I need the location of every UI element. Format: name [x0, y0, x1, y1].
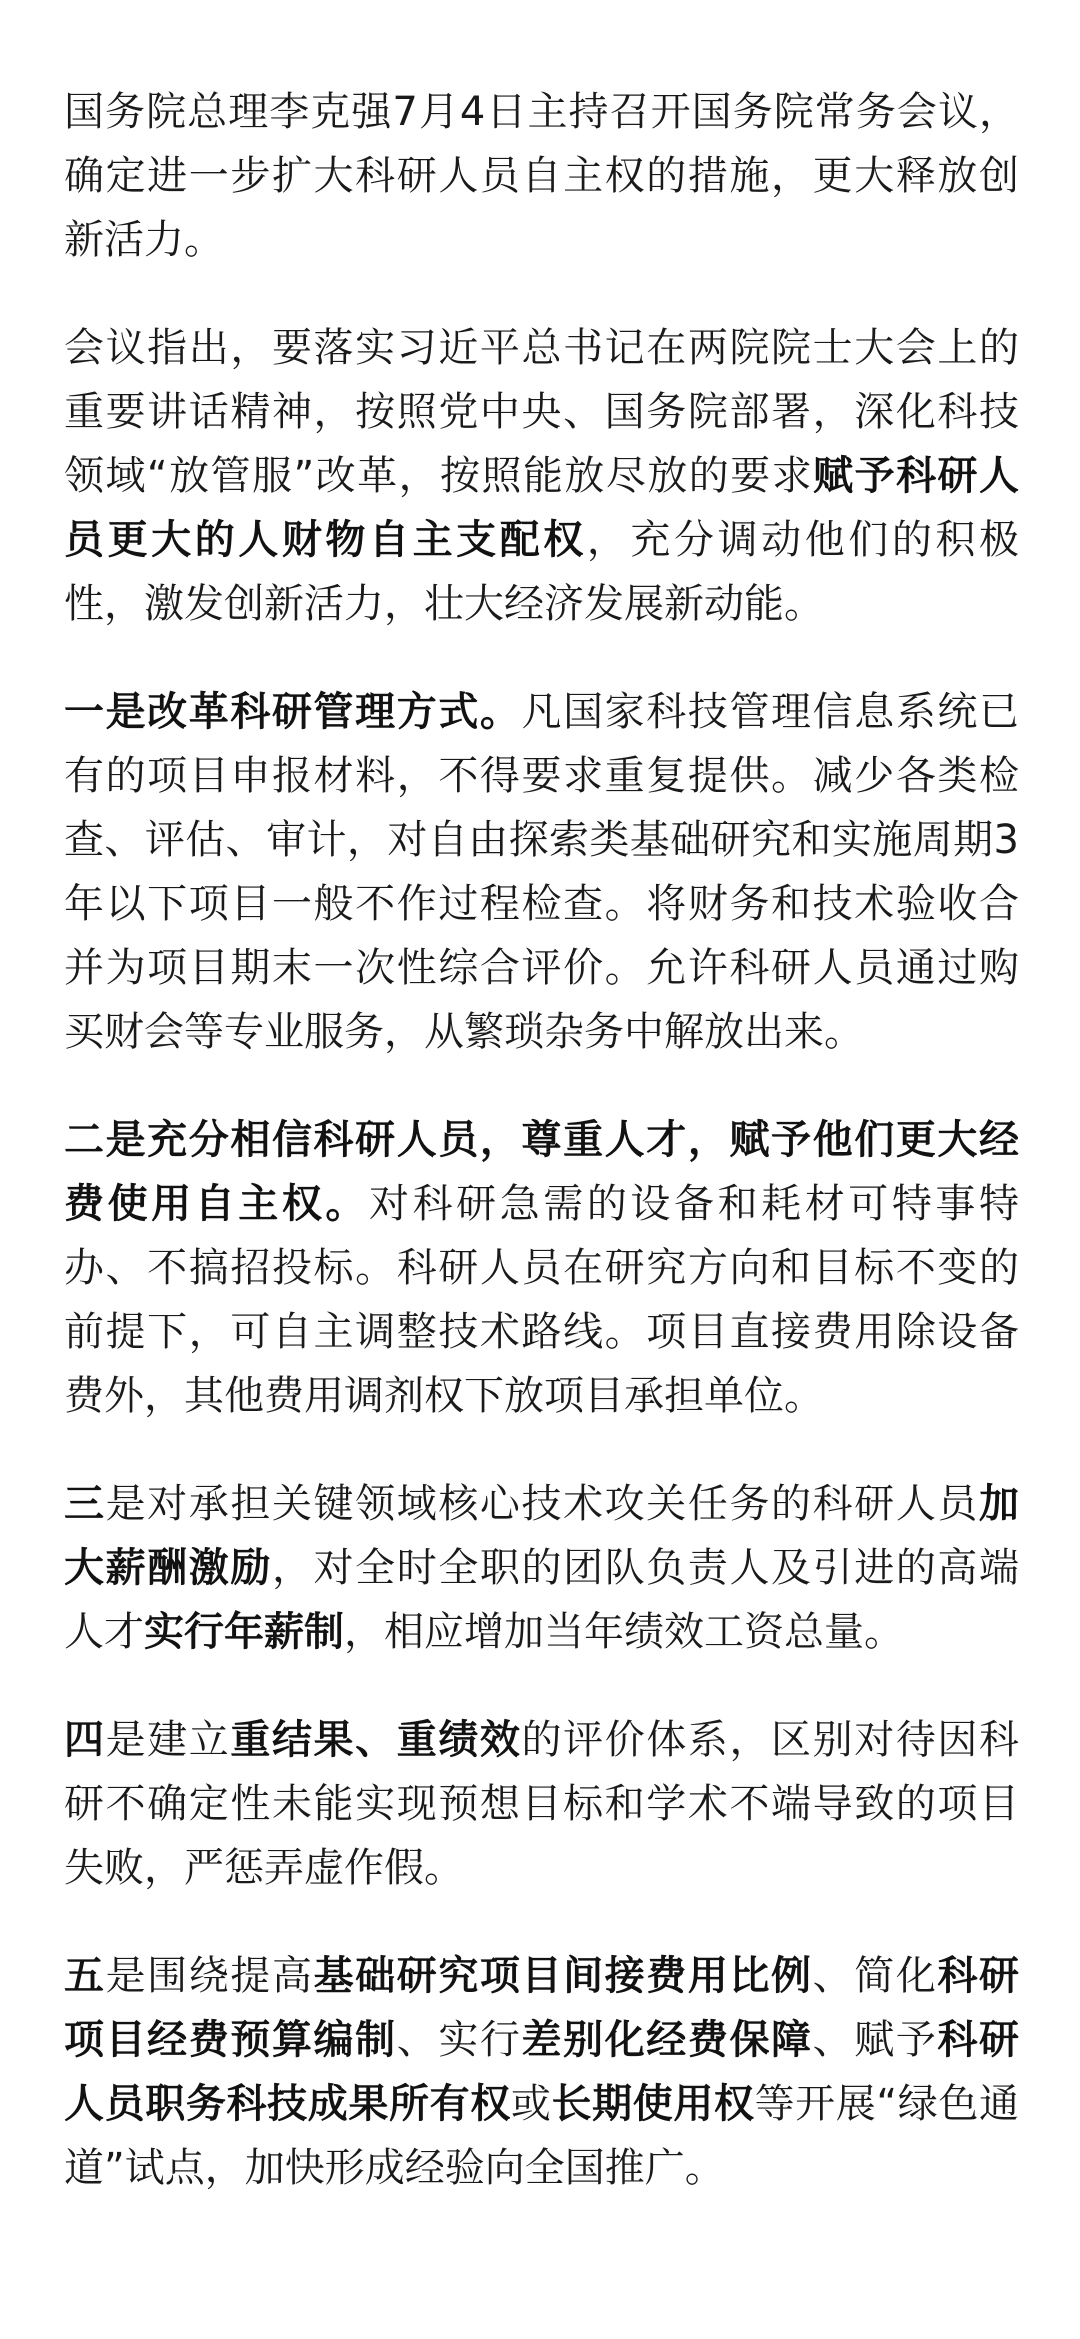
bold-highlight: 赋予科研人员更大的人财物自主支配权	[64, 453, 1020, 563]
bold-highlight: 科研人员职务科技成果所有权	[64, 2017, 1020, 2127]
bold-highlight: 二是充分相信科研人员，尊重人才，赋予他们更大经费使用自主权。	[64, 1117, 1019, 1227]
paragraph-meeting-points	[64, 316, 1019, 636]
bold-highlight: 重结果、重绩效	[230, 1717, 522, 1763]
bold-highlight: 科研项目经费预算编制	[64, 1953, 1020, 2063]
paragraph-measure-two	[64, 1108, 1019, 1428]
bold-highlight: 实行年薪制	[144, 1609, 344, 1655]
bold-highlight: 基础研究项目间接费用比例	[313, 1953, 813, 1999]
bold-highlight: 一是改革科研管理方式。	[64, 689, 522, 735]
paragraph-text: 凡国家科技管理信息系统已有的项目申报材料，不得要求重复提供。减少各类检查、评估、审计，对自由探索类基础研究和实施周期3年以下项目一般不作过程检查。将财务和技术验收合并为项目期末一次性综合评价。允许科研人员通过购买财会等专业服务，从繁琐杂务中解放出来。	[64, 689, 1019, 1055]
paragraph-text: 、简化	[812, 1953, 938, 1999]
paragraph-measure-three	[64, 1472, 1019, 1664]
paragraph-text: ，对全时全职的团队负责人及引进的高端人才	[64, 1545, 1020, 1655]
paragraph-text: 对科研急需的设备和耗材可特事特办、不搞招投标。科研人员在研究方向和目标不变的前提下，可自主调整技术路线。项目直接费用除设备费外，其他费用调剂权下放项目承担单位。	[64, 1181, 1019, 1419]
paragraph-text: 、实行	[396, 2017, 522, 2063]
paragraph-text: 是建立	[105, 1717, 231, 1763]
paragraph-text: ，充分调动他们的积极性，激发创新活力，壮大经济发展新动能。	[64, 517, 1020, 627]
paragraph-intro	[64, 80, 1019, 272]
bold-highlight: 差别化经费保障	[521, 2017, 813, 2063]
paragraph-text: 或	[510, 2081, 552, 2127]
bold-highlight: 长期使用权	[551, 2081, 755, 2127]
bold-highlight: 五	[64, 1953, 106, 1999]
paragraph-text: 是对承担关键领域核心技术攻关任务的科研人员	[105, 1481, 980, 1527]
paragraph-text: 是围绕提高	[105, 1953, 314, 1999]
paragraph-text: 、赋予	[812, 2017, 938, 2063]
paragraph-measure-four	[64, 1708, 1019, 1900]
article-body	[64, 80, 1019, 2244]
paragraph-text: 等开展“绿色通道”试点，加快形成经验向全国推广。	[64, 2081, 1020, 2191]
paragraph-text: 的评价体系，区别对待因科研不确定性未能实现预想目标和学术不端导致的项目失败，严惩弄虚作假。	[64, 1717, 1020, 1891]
bold-highlight: 三	[64, 1481, 106, 1527]
paragraph-measure-five	[64, 1944, 1019, 2200]
paragraph-text: 国务院总理李克强7月4日主持召开国务院常务会议，确定进一步扩大科研人员自主权的措施，更大释放创新活力。	[64, 89, 1019, 263]
bold-highlight: 四	[64, 1717, 106, 1763]
paragraph-measure-one	[64, 680, 1019, 1064]
paragraph-text: 会议指出，要落实习近平总书记在两院院士大会上的重要讲话精神，按照党中央、国务院部署，深化科技领域“放管服”改革，按照能放尽放的要求	[64, 325, 1019, 499]
paragraph-text: ，相应增加当年绩效工资总量。	[344, 1609, 904, 1655]
bold-highlight: 加大薪酬激励	[64, 1481, 1020, 1591]
